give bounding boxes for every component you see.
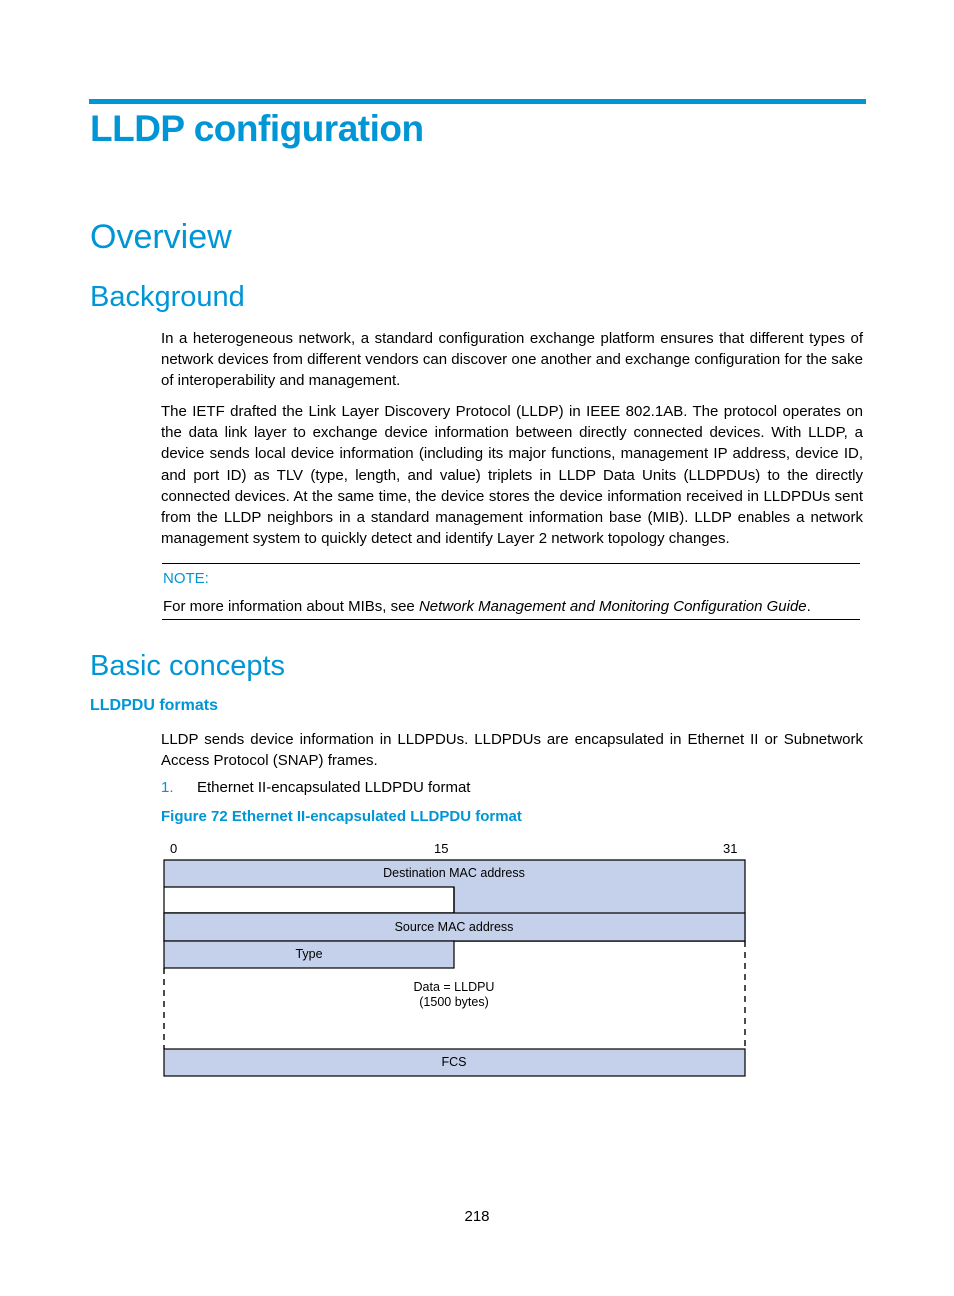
fcs-label: FCS — [441, 1055, 467, 1069]
subsection-lldpdu-formats-heading: LLDPDU formats — [90, 697, 219, 714]
list-item-number: 1. — [161, 779, 174, 796]
chapter-title: LLDP configuration — [90, 108, 424, 149]
lldpdu-paragraph: LLDP sends device information in LLDPDUs. LLDPDUs are encapsulated in Ethernet II or Subnetwork Access Protocol (SNAP) frames. — [161, 731, 863, 770]
background-paragraph-1: In a heterogeneous network, a standard configuration exchange platform ensures that different types of network devices from different vendors can discover one another and exchange configuration for the sake of interoperability and management. — [161, 330, 863, 390]
figure-caption: Figure 72 Ethernet II-encapsulated LLDPDU format — [161, 808, 522, 825]
data-label-line1: Data = LLDPU — [413, 980, 495, 994]
note-label: NOTE: — [163, 570, 209, 587]
section-background-heading: Background — [90, 281, 245, 313]
note-text-suffix: . — [806, 598, 811, 615]
background-paragraph-2: The IETF drafted the Link Layer Discovery Protocol (LLDP) in IEEE 802.1AB. The protocol operates on the data link layer to exchange device information between directly connected devices. With LLDP, a device sends local device information (including its major functions, management IP address, device ID, and port ID) as TLV (type, length, and value) triplets in LLDP Data Units (LLDPDUs) to the directly connected devices. At the same time, the device stores the device information received in LLDPDUs sent from the LLDP neighbors in a standard management information base (MIB). LLDP enables a network management system to quickly detect and identify Layer 2 network topology changes. — [161, 403, 863, 548]
section-overview-heading: Overview — [90, 218, 232, 256]
note-text-prefix: For more information about MIBs, see — [163, 598, 419, 615]
section-basic-concepts-heading: Basic concepts — [90, 650, 286, 682]
bit-label-31: 31 — [723, 841, 738, 856]
list-item-text: Ethernet II-encapsulated LLDPDU format — [197, 779, 471, 796]
bit-label-0: 0 — [170, 841, 178, 856]
bit-label-15: 15 — [434, 841, 449, 856]
note-reference-link: Network Management and Monitoring Configuration Guide — [418, 598, 807, 615]
page-number: 218 — [464, 1208, 490, 1225]
destination-mac-label: Destination MAC address — [383, 866, 525, 880]
source-mac-label: Source MAC address — [394, 920, 514, 934]
data-label-line2: (1500 bytes) — [419, 995, 489, 1009]
type-label: Type — [295, 947, 323, 961]
